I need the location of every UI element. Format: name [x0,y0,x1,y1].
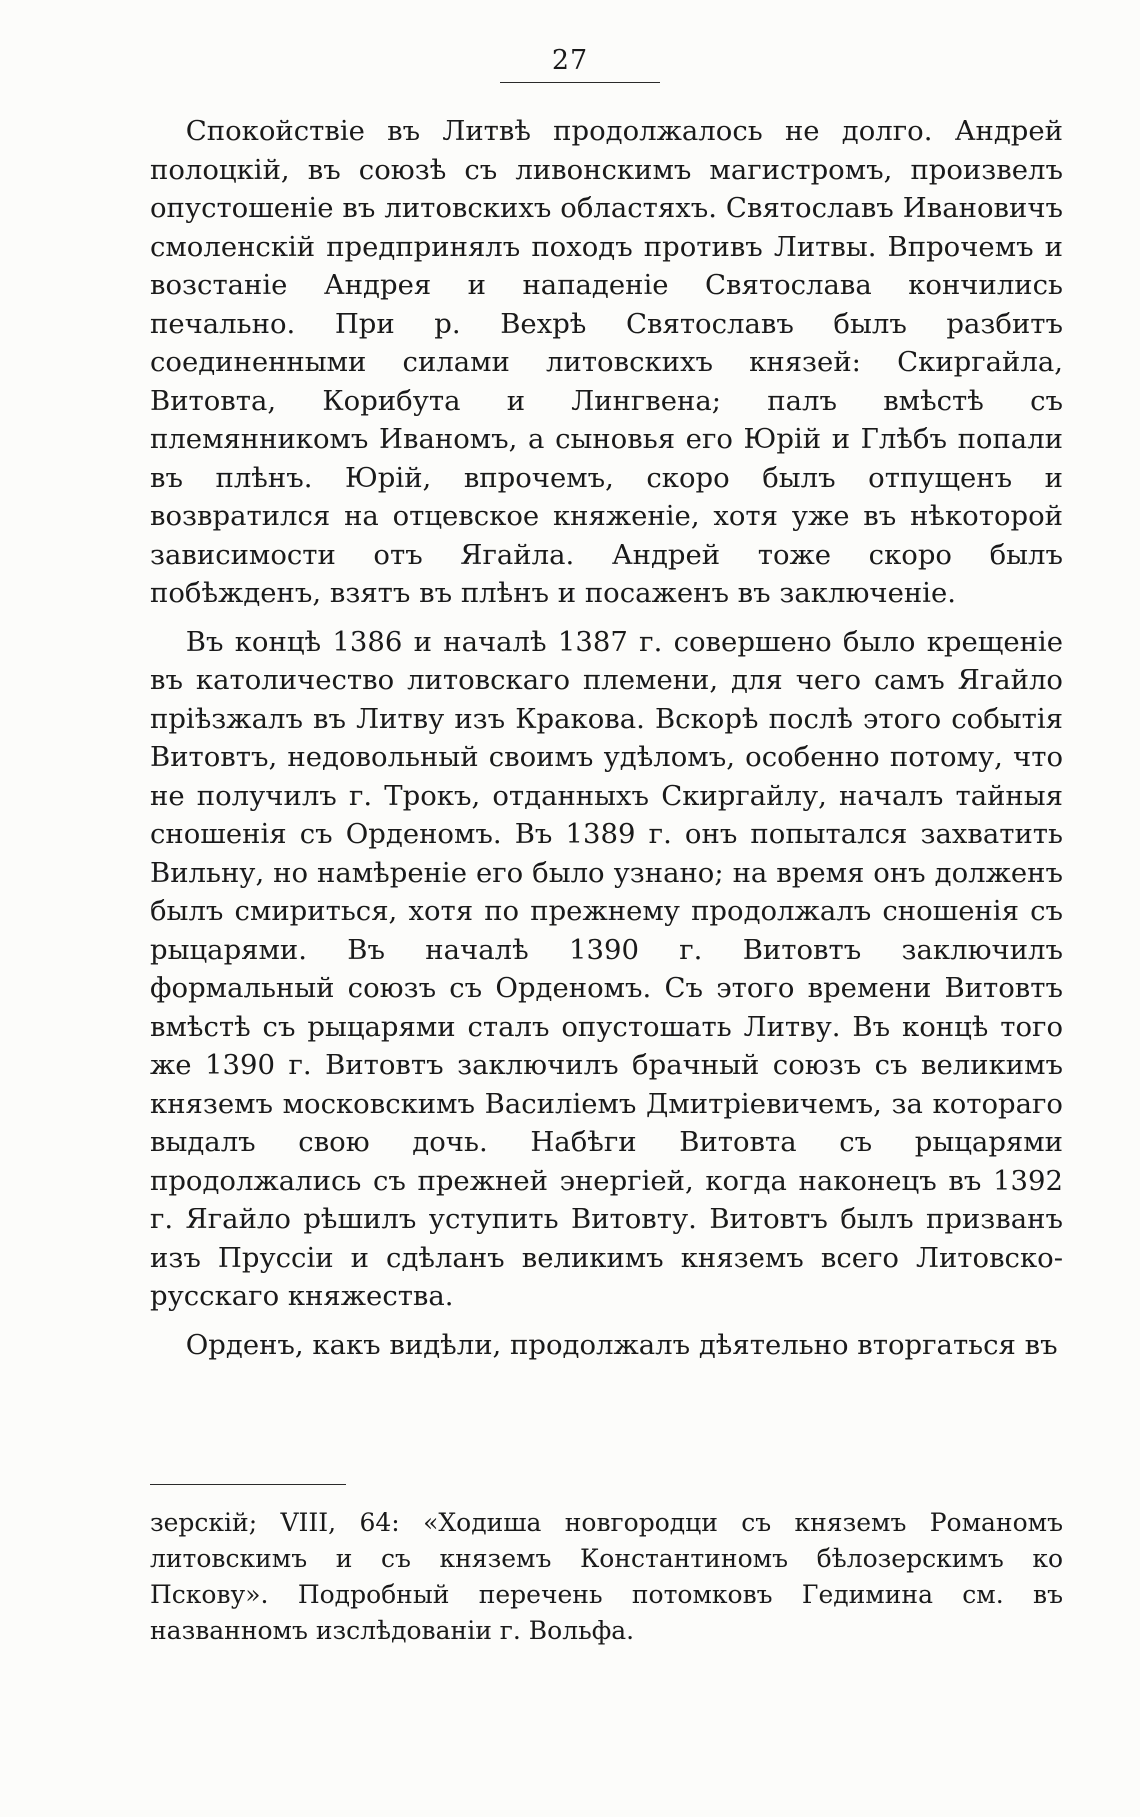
paragraph-3: Орденъ, какъ видѣли, продолжалъ дѣятельно вторгаться въ [185,1328,1058,1361]
footnote-rule [150,1484,346,1485]
footnote: зерскій; VIII, 64: «Ходиша новгородци съ княземъ Романомъ литовскимъ и съ княземъ Константиномъ бѣлозерскимъ ко Пскову». Подробный перечень потомковъ Гедимина см. въ названномъ изслѣдованіи г. Вольфа. [150,1508,1063,1645]
paragraph-2: Въ концѣ 1386 и началѣ 1387 г. совершено было крещеніе въ католичество литовскаго племени, для чего самъ Ягайло пріѣзжалъ въ Литву изъ Кракова. Вскорѣ послѣ этого событія Витовтъ, недовольный своимъ удѣломъ, особенно потому, что не получилъ г. Трокъ, отданныхъ Скиргайлу, началъ тайныя сношенія съ Орденомъ. Въ 1389 г. онъ попытался захватить Вильну, но намѣреніе его было узнано; на время онъ долженъ былъ смириться, хотя по прежнему продолжалъ сношенія съ рыцарями. Въ началѣ 1390 г. Витовтъ заключилъ формальный союзъ съ Орденомъ. Съ этого времени Витовтъ вмѣстѣ съ рыцарями сталъ опустошать Литву. Въ концѣ того же 1390 г. Витовтъ заключилъ брачный союзъ съ великимъ княземъ московскимъ Василіемъ Дмитріевичемъ, за котораго выдалъ свою дочь. Набѣги Витовта съ рыцарями продолжались съ прежней энергіей, когда наконецъ въ 1392 г. Ягайло рѣшилъ уступить Витовту. Витовтъ былъ призванъ изъ Пруссіи и сдѣланъ великимъ княземъ всего Литовско-русскаго княжества. [150,625,1063,1312]
header-rule [500,82,660,83]
main-text [150,112,1063,1364]
page-number: 27 [551,45,589,76]
paragraph-1: Спокойствіе въ Литвѣ продолжалось не долго. Андрей полоцкій, въ союзѣ съ ливонскимъ магистромъ, произвелъ опустошеніе въ литовскихъ областяхъ. Святославъ Ивановичъ смоленскій предпринялъ походъ противъ Литвы. Впрочемъ и возстаніе Андрея и нападеніе Святослава кончились печально. При р. Вехрѣ Святославъ былъ разбитъ соединенными силами литовскихъ князей: Скиргайла, Витовта, Корибута и Лингвена; палъ вмѣстѣ съ племянникомъ Иваномъ, а сыновья его Юрій и Глѣбъ попали въ плѣнъ. Юрій, впрочемъ, скоро былъ отпущенъ и возвратился на отцевское княженіе, хотя уже въ нѣкоторой зависимости отъ Ягайла. Андрей тоже скоро былъ побѣжденъ, взятъ въ плѣнъ и посаженъ въ заключеніе. [150,115,1063,609]
